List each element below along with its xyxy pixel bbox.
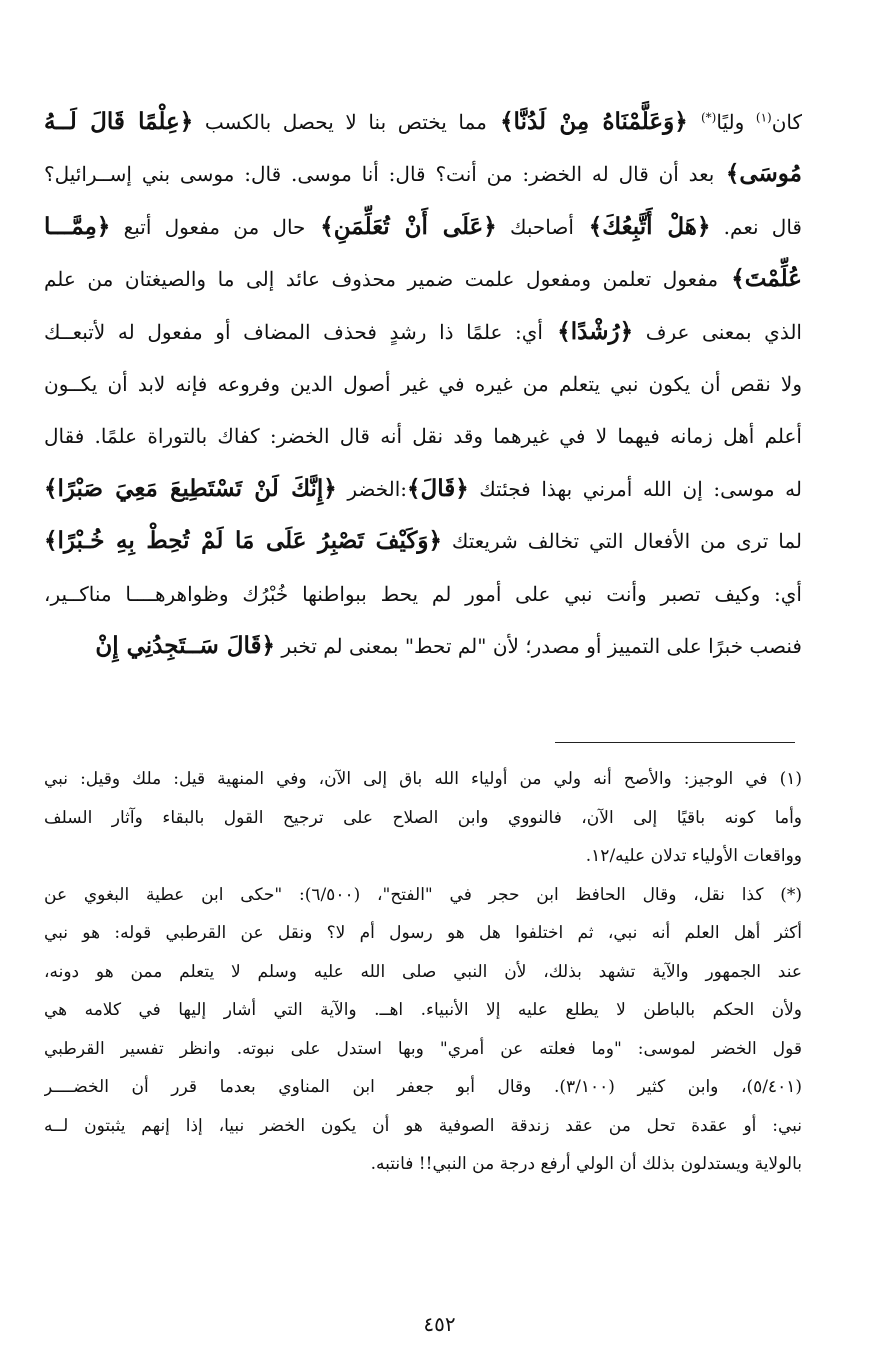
footnote-line: نبي: أو عقدة تحل من عقد زندقة الصوفية هو أن يكون الخضر نبيا، إذا إنهم يثبتون لــه — [44, 1115, 802, 1136]
footnote-marker[interactable]: (١) — [755, 110, 772, 125]
quran-verse: عُلِّمْتَ﴾ — [718, 265, 802, 293]
page-number: ٤٥٢ — [423, 1312, 456, 1336]
quran-verse: ﴿قَالَ﴾ — [407, 474, 469, 502]
line-part: حال من مفعول أتبع — [110, 214, 306, 239]
quran-verse: ﴿رُشْدًا﴾ — [542, 317, 634, 345]
line-part: مما يختص بنا لا يحصل بالكسب — [193, 110, 487, 134]
line-part: أي: وكيف تصبر وأنت نبي على أمور لم يحط ببواطنها خُبْرُك وظواهرهــــا مناكــير، — [44, 581, 802, 606]
line-part: :الخضر — [336, 476, 408, 501]
quran-verse: ﴿مِمَّـــا — [44, 212, 111, 240]
line-part: أصاحبك — [496, 214, 574, 239]
text-line — [44, 515, 802, 567]
footnote-line: أكثر أهل العلم أنه نبي، ثم اختلفوا هل هو رسول أم لا؟ ونقل عن القرطبي قوله: هو نبي — [44, 923, 802, 943]
quran-verse: ﴿هَلْ أَتَّبِعُكَ﴾ — [573, 212, 711, 240]
footnote-line: (١) في الوجيز: والأصح أنه ولي من أولياء الله باق إلى الآن، وفي المنهية قيل: ملك وقيل: نبي — [44, 769, 802, 789]
text-line — [44, 463, 802, 515]
text-line — [44, 253, 802, 305]
text-line — [44, 410, 802, 462]
footnote-separator — [555, 742, 795, 743]
quran-verse: ﴿وَعَلَّمْنَاهُ مِنْ لَدُنَّا﴾ — [486, 108, 701, 135]
line-part: لما ترى من الأفعال التي تخالف شريعتك — [441, 529, 802, 554]
footnote-line: وواقعات الأولياء تدلان عليه/١٢. — [585, 846, 802, 866]
footnote-line: قول الخضر لموسى: "وما فعلته عن أمري" وبها استدل على نبوته. وانظر تفسير القرطبي — [44, 1038, 802, 1059]
quran-verse: ﴿قَالَ سَــتَجِدُنِي إِنْ — [95, 631, 275, 659]
text-line — [44, 358, 802, 410]
quran-verse: ﴿عَلَى أَنْ تُعَلِّمَنِ﴾ — [305, 212, 497, 240]
line-part: ولا نقص أن يكون نبي يتعلم من غيره في غير أصول الدين وفروعه فإنه لابد أن يكــون — [44, 371, 802, 396]
line-part: الذي بمعنى عرف — [633, 319, 802, 344]
footnote-line: عند الجمهور والآية تشهد بذلك، لأن النبي صلى الله عليه وسلم لا يتعلم ممن هو دونه، — [44, 961, 802, 982]
quran-verse: ﴿عِلْمًا قَالَ لَــهُ — [44, 108, 194, 135]
footnote-line: (٥/٤٠١)، وابن كثير (٣/١٠٠). وقال أبو جعفر ابن المناوي بعدما قرر أن الخضــــر — [44, 1077, 802, 1097]
text-line — [44, 148, 802, 200]
main-text — [44, 96, 802, 672]
quran-verse: ﴿وَكَيْفَ تَصْبِرُ عَلَى مَا لَمْ تُحِطْ بِهِ خُـبْرًا﴾ — [44, 527, 442, 555]
footnote-line: (*) كذا نقل، وقال الحافظ ابن حجر في "الفتح"، (٦/٥٠٠): "حكى ابن عطية البغوي عن — [44, 884, 802, 905]
text-line — [44, 568, 802, 620]
line-part: قال نعم. — [710, 214, 802, 239]
line-part: أعلم أهل زمانه فيهما لا في غيرهما وقد نقل أنه قال الخضر: كفاك بالتوراة علمًا. فقال — [44, 424, 802, 449]
quran-verse: مُوسَى﴾ — [714, 160, 802, 188]
line-part: كان — [771, 110, 802, 134]
line-part: بعد أن قال له الخضر: من أنت؟ قال: أنا موسى. قال: موسى بني إســرائيل؟ — [44, 162, 715, 187]
text-line — [44, 96, 802, 148]
footnotes — [44, 760, 802, 1184]
line-part: مفعول تعلمن ومفعول علمت ضمير محذوف عائد إلى ما والصيغتان من علم — [44, 267, 719, 292]
quran-verse: ﴿إِنَّكَ لَنْ تَسْتَطِيعَ مَعِيَ صَبْرًا﴾ — [44, 474, 337, 502]
footnote-line: وأما كونه باقيًا إلى الآن، فالنووي وابن الصلاح على ترجيح القول بالبقاء وآثار السلف — [44, 807, 802, 828]
line-part: وليًا — [716, 110, 756, 134]
text-line — [44, 201, 802, 253]
text-line — [44, 620, 802, 672]
text-line — [44, 306, 802, 358]
line-part: فنصب خبرًا على التمييز أو مصدر؛ لأن "لم تحط" بمعنى لم تخبر — [274, 633, 802, 658]
footnote-line: ولأن الحكم بالباطن لا يطلع عليه إلا الأنبياء. اهــ. والآية التي أشار إليها في كلامه هي — [44, 1000, 802, 1020]
footnote-marker[interactable]: (*) — [700, 110, 717, 125]
line-part: أي: علمًا ذا رشدٍ فحذف المضاف أو مفعول له لأتبعــك — [44, 319, 543, 344]
footnote-line: بالولاية ويستدلون بذلك أن الولي أرفع درجة من النبي!! فانتبه. — [370, 1154, 802, 1174]
line-part: له موسى: إن الله أمرني بهذا فجئتك — [468, 476, 802, 501]
